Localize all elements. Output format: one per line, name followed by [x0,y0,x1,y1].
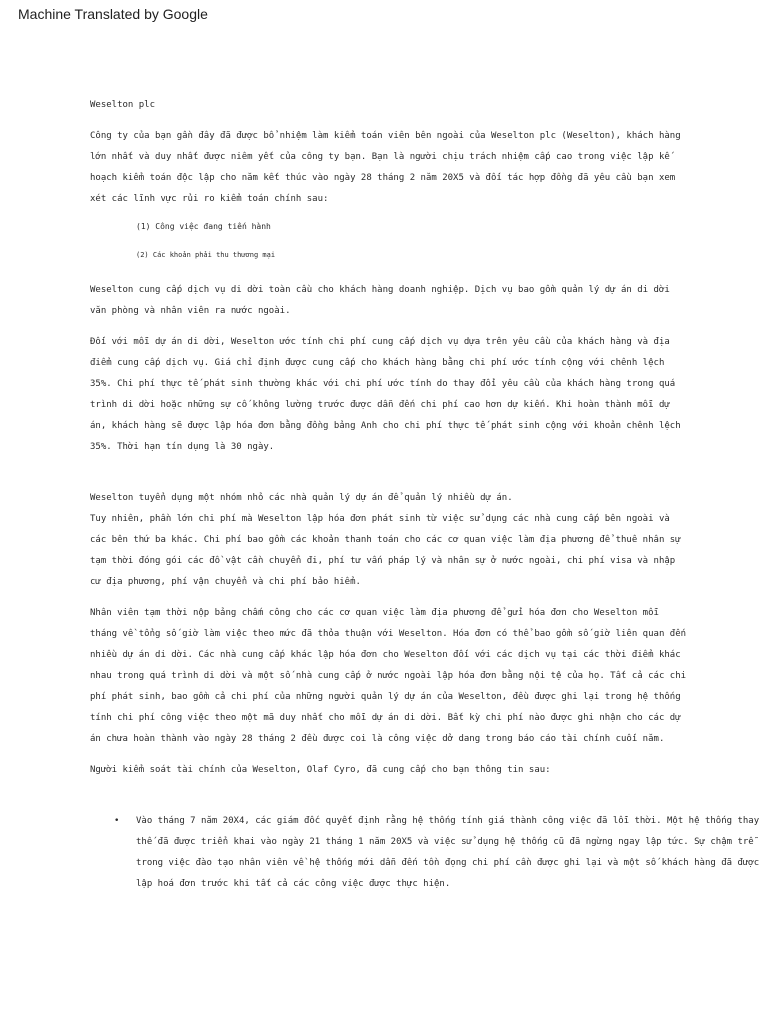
machine-translation-banner: Machine Translated by Google [18,6,208,22]
team-paragraph: Weselton tuyển dụng một nhóm nhỏ các nhà quản lý dự án để quản lý nhiều dự án. [90,493,513,503]
document-title: Weselton plc [90,100,156,110]
bullet-icon: • [114,816,120,826]
costing-paragraph: Đối với mỗi dự án di dời, Weselton ước tính chi phí cung cấp dịch vụ dựa trên yêu cầu của khách hàng và địa điểm cung cấp dịch vụ. Giá chỉ định được cung cấp cho khách hàng bằng chi phí ước tính cộng với chênh lệch 35%. Chi phí thực tế phát sinh thường khác với chi phí ước tính do thay đổi yêu cầu của khách hàng trong quá trình di dời hoặc những sự cố không lường trước được dẫn đến chi phí cao hơn dự kiến. Khi hoàn thành mỗi dự án, khách hàng sẽ được lập hóa đơn bằng đồng bảng Anh cho chi phí thực tế phát sinh cộng với khoản chênh lệch 35%. Thời hạn tín dụng là 30 ngày. [90,337,681,452]
services-paragraph: Weselton cung cấp dịch vụ di dời toàn cầu cho khách hàng doanh nghiệp. Dịch vụ bao gồm quản lý dự án di dời văn phòng và nhân viên ra nước ngoài. [90,285,670,316]
risk-area-item: (1) Công việc đang tiến hành [136,222,271,231]
bullet-text: Vào tháng 7 năm 20X4, các giám đốc quyết định rằng hệ thống tính giá thành công việc đã lỗi thời. Một hệ thống thay thế đã được triển khai vào ngày 21 tháng 1 năm 20X5 và việc sử dụng hệ thống cũ đã ngừng ngay lập tức. Sự chậm trễ trong việc đào tạo nhân viên về hệ thống mới dẫn đến tồn đọng chi phí cần được ghi lại và một số khách hàng đã được lập hoá đơn trước khi tất cả các công việc được thực hiện. [136,816,760,889]
bullet-list-item [90,811,764,895]
timesheets-paragraph: Nhân viên tạm thời nộp bảng chấm công cho các cơ quan việc làm địa phương để gửi hóa đơn cho Weselton mỗi tháng về tổng số giờ làm việc theo mức đã thỏa thuận với Weselton. Hóa đơn có thể bao gồm số giờ liên quan đến nhiều dự án di dời. Các nhà cung cấp khác lập hóa đơn cho Weselton đối với các dịch vụ tại các thời điểm khác nhau trong quá trình di dời và một số nhà cung cấp ở nước ngoài lập hóa đơn bằng nội tệ của họ. Tất cả các chi phí phát sinh, bao gồm cả chi phí của những người quản lý dự án của Weselton, đều được ghi lại trong hệ thống tính chi phí công việc theo một mã duy nhất cho mỗi dự án di dời. Bất kỳ chi phí nào được ghi nhận cho các dự án chưa hoàn thành vào ngày 28 tháng 2 đều được coi là công việc dở dang trong báo cáo tài chính cuối năm. [90,608,687,744]
third-party-paragraph: Tuy nhiên, phần lớn chi phí mà Weselton lập hóa đơn phát sinh từ việc sử dụng các nhà cung cấp bên ngoài và các bên thứ ba khác. Chi phí bao gồm các khoản thanh toán cho các cơ quan việc làm địa phương để thuê nhân sự tạm thời đóng gói các đồ vật cần chuyển đi, phí tư vấn pháp lý và nhân sự ở nước ngoài, chi phí visa và nhập cư địa phương, phí vận chuyển và chi phí bảo hiểm. [90,514,681,587]
intro-paragraph: Công ty của bạn gần đây đã được bổ nhiệm làm kiểm toán viên bên ngoài của Weselton plc (Weselton), khách hàng lớn nhất và duy nhất được niêm yết của công ty bạn. Bạn là người chịu trách nhiệm cấp cao trong việc lập kế hoạch kiểm toán độc lập cho năm kết thúc vào ngày 28 tháng 2 năm 20X5 và đối tác hợp đồng đã yêu cầu bạn xem xét các lĩnh vực rủi ro kiểm toán chính sau: [90,131,681,204]
document-body [90,95,760,895]
controller-paragraph: Người kiểm soát tài chính của Weselton, Olaf Cyro, đã cung cấp cho bạn thông tin sau: [90,765,551,775]
risk-area-item: (2) Các khoản phải thu thương mại [136,251,276,259]
